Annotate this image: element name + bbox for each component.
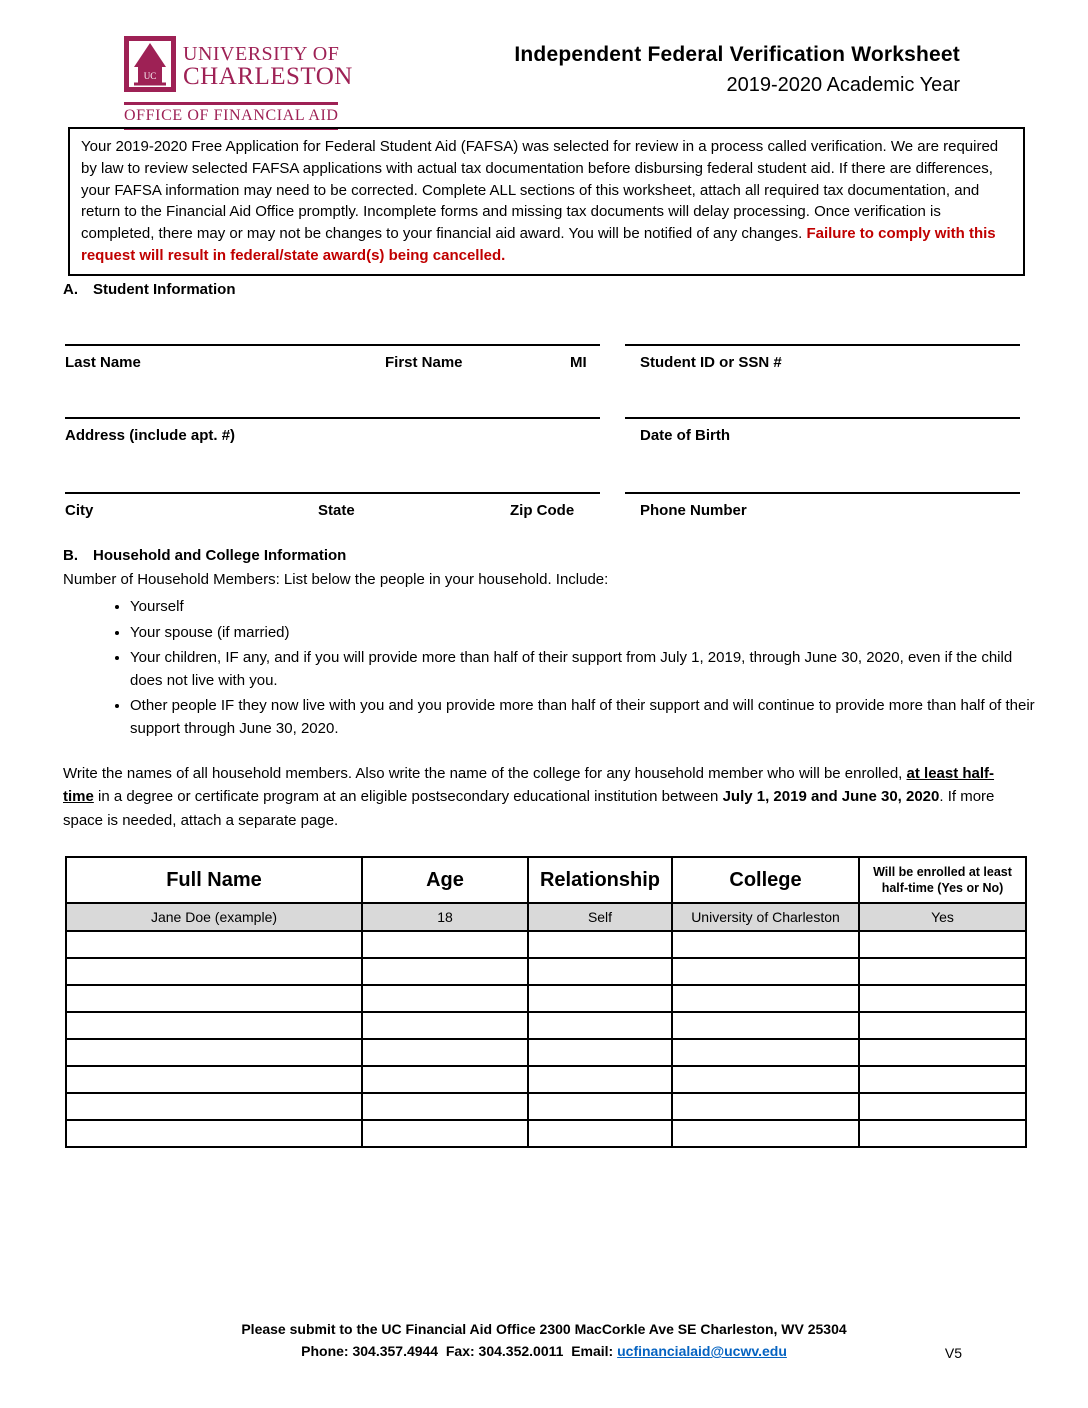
footer-contact-line — [0, 1340, 1088, 1362]
table-empty-cell[interactable] — [66, 958, 362, 985]
header-relationship: Relationship — [528, 857, 672, 903]
university-logo — [124, 36, 353, 130]
table-empty-cell[interactable] — [66, 1120, 362, 1147]
note-emphasis: at least half-time — [63, 765, 995, 806]
logo-top — [124, 36, 353, 97]
household-bullet-list — [96, 596, 1035, 743]
household-table-body — [66, 931, 1026, 1147]
page-subtitle: 2019-2020 Academic Year — [726, 74, 960, 96]
header-age: Age — [362, 857, 528, 903]
table-empty-cell[interactable] — [528, 931, 672, 958]
note-part1: Write the names of all household members. Also write the name of the college for any household member who will be enrolled, — [63, 765, 907, 782]
header-full-name: Full Name — [66, 857, 362, 903]
phone-label: Phone Number — [640, 502, 747, 519]
table-empty-cell[interactable] — [362, 1093, 528, 1120]
intro-warning-text: Failure to comply with this request will result in federal/state award(s) being cancelled. — [81, 225, 996, 264]
last-name-label: Last Name — [65, 354, 141, 371]
table-empty-cell[interactable] — [859, 985, 1026, 1012]
student-id-label: Student ID or SSN # — [640, 354, 782, 371]
table-empty-cell[interactable] — [859, 1093, 1026, 1120]
section-a-title: Student Information — [93, 281, 236, 298]
example-relationship: Self — [528, 903, 672, 931]
example-college: University of Charleston — [672, 903, 859, 931]
svg-text:UC: UC — [143, 71, 157, 81]
header-college: College — [672, 857, 859, 903]
table-empty-cell[interactable] — [66, 1066, 362, 1093]
table-empty-cell[interactable] — [66, 1093, 362, 1120]
section-b-label: B. — [63, 547, 78, 564]
logo-line1: UNIVERSITY OF — [183, 42, 340, 65]
table-empty-cell[interactable] — [528, 1066, 672, 1093]
table-empty-row — [66, 1120, 1026, 1147]
table-empty-cell[interactable] — [528, 1039, 672, 1066]
zip-label: Zip Code — [510, 502, 575, 519]
table-empty-cell[interactable] — [528, 1012, 672, 1039]
document-title-block — [514, 40, 960, 100]
bullet-yourself: • Yourself — [130, 596, 1035, 619]
financial-aid-email-link[interactable]: ucfinancialaid@ucwv.edu — [617, 1343, 787, 1359]
section-a-heading — [63, 281, 236, 298]
example-full-name: Jane Doe (example) — [66, 903, 362, 931]
table-empty-cell[interactable] — [528, 958, 672, 985]
table-empty-cell[interactable] — [859, 1012, 1026, 1039]
note-part3: . If more space is needed, attach a separate page. — [63, 788, 995, 829]
table-empty-cell[interactable] — [362, 1066, 528, 1093]
example-age: 18 — [362, 903, 528, 931]
table-empty-cell[interactable] — [672, 931, 859, 958]
section-b-heading — [63, 547, 346, 564]
bullet-other-people: • Other people IF they now live with you and you provide more than half of their support and will continue to provide more than half of their support through June 30, 2020. — [130, 695, 1035, 740]
table-empty-cell[interactable] — [859, 931, 1026, 958]
table-empty-cell[interactable] — [362, 958, 528, 985]
table-empty-cell[interactable] — [362, 1039, 528, 1066]
footer-contact-prefix: Phone: 304.357.4944 Fax: 304.352.0011 Email: — [301, 1343, 618, 1359]
table-empty-cell[interactable] — [672, 1093, 859, 1120]
intro-instructions-box — [68, 127, 1025, 276]
table-header-row — [66, 857, 1026, 903]
table-empty-row — [66, 1066, 1026, 1093]
table-empty-cell[interactable] — [672, 1039, 859, 1066]
state-label: State — [318, 502, 355, 519]
table-empty-cell[interactable] — [362, 985, 528, 1012]
city-label: City — [65, 502, 94, 519]
household-lead-text: Number of Household Members: List below the people in your household. Include: — [63, 571, 609, 588]
table-empty-row — [66, 1012, 1026, 1039]
example-enrolled: Yes — [859, 903, 1026, 931]
table-empty-cell[interactable] — [859, 1066, 1026, 1093]
table-empty-row — [66, 1093, 1026, 1120]
first-name-label: First Name — [385, 354, 463, 371]
table-empty-cell[interactable] — [672, 1012, 859, 1039]
household-note-paragraph — [63, 762, 1021, 832]
note-part2: in a degree or certificate program at an eligible postsecondary educational institution between — [93, 788, 723, 806]
logo-line2: CHARLESTON — [183, 62, 353, 90]
student-id-input-line[interactable] — [625, 344, 1020, 386]
bullet-spouse: • Your spouse (if married) — [130, 622, 1035, 645]
page-title: Independent Federal Verification Worksheet — [514, 43, 960, 66]
table-empty-row — [66, 1039, 1026, 1066]
table-empty-row — [66, 958, 1026, 985]
mi-label: MI — [570, 354, 587, 371]
table-empty-cell[interactable] — [672, 1066, 859, 1093]
form-row-name — [65, 344, 1020, 390]
intro-text: Your 2019-2020 Free Application for Federal Student Aid (FAFSA) was selected for review in a process called verification. We are required by law to review selected FAFSA applications with actual tax documentation before disbursing federal student aid. If there are differences, your FAFSA information may need to be corrected. Complete ALL sections of this worksheet, attach all required tax documentation, and return to the Financial Aid Office promptly. Incomplete forms and missing tax documents will delay processing. Once verification is completed, there may or may not be changes to your financial aid award. You will be notified of any changes. — [81, 138, 999, 242]
table-empty-cell[interactable] — [672, 958, 859, 985]
student-name-input-line[interactable] — [65, 344, 600, 386]
dob-input-line[interactable] — [625, 417, 1020, 459]
note-dates: July 1, 2019 and June 30, 2020 — [722, 788, 940, 806]
city-state-zip-input-line[interactable] — [65, 492, 600, 534]
logo-wordmark — [183, 44, 353, 90]
table-empty-cell[interactable] — [66, 1039, 362, 1066]
table-empty-cell[interactable] — [672, 985, 859, 1012]
table-empty-cell[interactable] — [672, 1120, 859, 1147]
table-empty-row — [66, 931, 1026, 958]
footer-submit-line: Please submit to the UC Financial Aid Office 2300 MacCorkle Ave SE Charleston, WV 25304 — [241, 1321, 847, 1337]
logo-office-line: OFFICE OF FINANCIAL AID — [124, 102, 338, 130]
phone-input-line[interactable] — [625, 492, 1020, 534]
bullet-children: • Your children, IF any, and if you will provide more than half of their support from July 1, 2019, through June 30, 2020, even if the child does not live with you. — [130, 647, 1035, 692]
table-empty-cell[interactable] — [362, 1120, 528, 1147]
form-row-address — [65, 417, 1020, 463]
dob-label: Date of Birth — [640, 427, 730, 444]
table-empty-row — [66, 985, 1026, 1012]
footer — [0, 1318, 1088, 1362]
address-input-line[interactable] — [65, 417, 600, 459]
uc-emblem-icon — [124, 36, 176, 97]
table-example-row — [66, 903, 1026, 931]
table-empty-cell[interactable] — [859, 1120, 1026, 1147]
table-empty-cell[interactable] — [66, 931, 362, 958]
table-empty-cell[interactable] — [362, 1012, 528, 1039]
form-row-city — [65, 492, 1020, 538]
header-enrolled: Will be enrolled at least half-time (Yes or No) — [859, 857, 1026, 903]
table-empty-cell[interactable] — [528, 1120, 672, 1147]
table-empty-cell[interactable] — [66, 1012, 362, 1039]
table-empty-cell[interactable] — [859, 958, 1026, 985]
table-empty-cell[interactable] — [859, 1039, 1026, 1066]
address-label: Address (include apt. #) — [65, 427, 236, 444]
table-empty-cell[interactable] — [362, 931, 528, 958]
table-empty-cell[interactable] — [528, 985, 672, 1012]
section-b-title: Household and College Information — [93, 547, 347, 564]
version-label: V5 — [944, 1345, 962, 1361]
table-empty-cell[interactable] — [66, 985, 362, 1012]
household-table — [65, 856, 1027, 1148]
table-empty-cell[interactable] — [528, 1093, 672, 1120]
section-a-label: A. — [63, 281, 78, 298]
